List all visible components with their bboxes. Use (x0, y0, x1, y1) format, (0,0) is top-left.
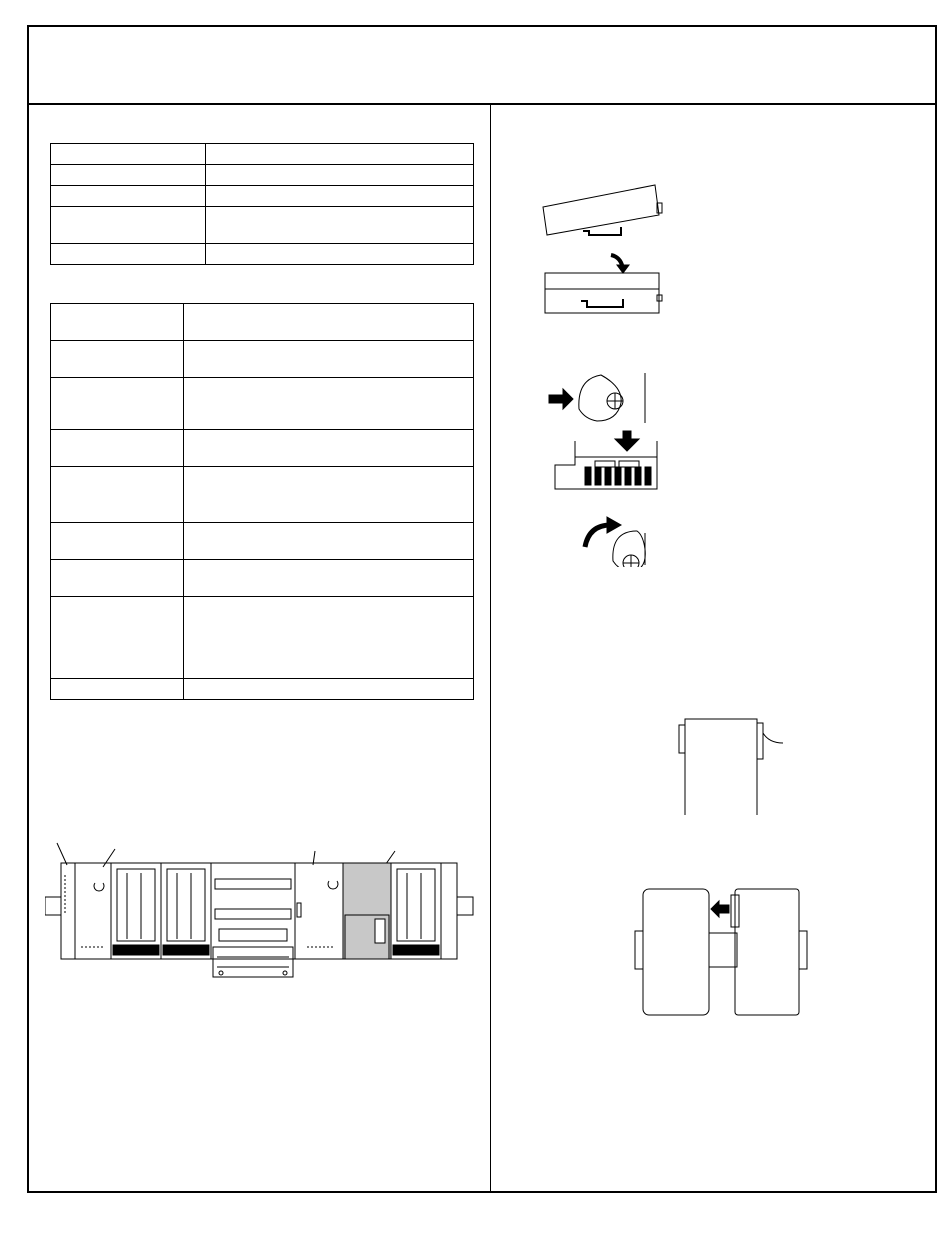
table-cell-value (206, 165, 474, 186)
table-row (51, 304, 474, 341)
table-cell-value (184, 341, 474, 378)
din-rail-mount-illustration (529, 177, 679, 317)
table-row (51, 165, 474, 186)
table-cell-value (206, 144, 474, 165)
table-row (51, 430, 474, 467)
table-cell-label (51, 186, 206, 207)
table-row (51, 341, 474, 378)
table-cell-label (51, 165, 206, 186)
terminal-block-lock-illustration (541, 367, 667, 567)
table-cell-value (184, 679, 474, 700)
page-header (29, 27, 935, 105)
table-cell-value (206, 186, 474, 207)
module-join-illustration (629, 883, 809, 1019)
table-cell-label (51, 523, 184, 560)
table-cell-label (51, 467, 184, 523)
table-row (51, 378, 474, 430)
table-cell-value (184, 560, 474, 597)
table-row (51, 144, 474, 165)
table-cell-value (184, 378, 474, 430)
table-row (51, 523, 474, 560)
table-cell-value (184, 597, 474, 679)
table-cell-label (51, 560, 184, 597)
table-cell-value (184, 304, 474, 341)
table-cell-value (184, 430, 474, 467)
document-page (27, 25, 937, 1193)
modular-plc-assembly-illustration (45, 835, 475, 983)
table-cell-value (206, 244, 474, 265)
table-row (51, 679, 474, 700)
table-row (51, 207, 474, 244)
module-side-view-illustration (673, 715, 793, 815)
column-divider (490, 105, 491, 1193)
table-cell-label (51, 679, 184, 700)
table-row (51, 597, 474, 679)
table-cell-label (51, 597, 184, 679)
table-cell-label (51, 304, 184, 341)
table-row (51, 560, 474, 597)
table-cell-label (51, 144, 206, 165)
table-cell-label (51, 430, 184, 467)
spec-table-1 (50, 143, 474, 265)
table-cell-label (51, 207, 206, 244)
table-row (51, 467, 474, 523)
spec-table-2 (50, 303, 474, 700)
table-cell-value (184, 467, 474, 523)
table-cell-label (51, 378, 184, 430)
table-cell-value (206, 207, 474, 244)
table-cell-label (51, 341, 184, 378)
table-cell-label (51, 244, 206, 265)
table-cell-value (184, 523, 474, 560)
table-row (51, 186, 474, 207)
table-row (51, 244, 474, 265)
